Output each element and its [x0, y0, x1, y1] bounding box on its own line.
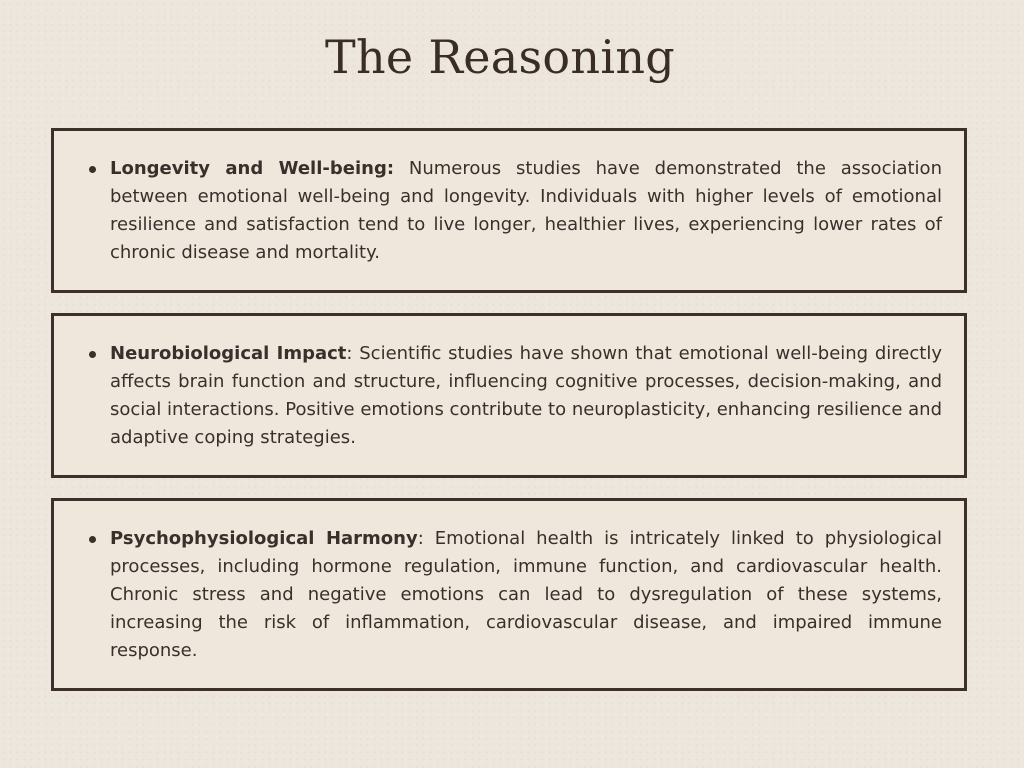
- bullet-term: Neurobiological Impact: [110, 342, 347, 364]
- bullet-term: Psychophysiological Harmony: [110, 527, 418, 549]
- bullet-icon: [89, 166, 96, 173]
- reason-card-psychophysiological: [51, 498, 967, 691]
- bullet-icon: [89, 536, 96, 543]
- bullet-icon: [89, 351, 96, 358]
- reason-card-neurobiological: [51, 313, 967, 478]
- bullet-item: [110, 340, 942, 452]
- bullet-item: [110, 525, 942, 665]
- bullet-term: Longevity and Well-being:: [110, 157, 395, 179]
- page-title: The Reasoning: [324, 30, 676, 84]
- reason-card-longevity: [51, 128, 967, 293]
- bullet-text: Numerous studies have demonstrated the association between emotional well-being and longevity. Individuals with higher levels of emotional resilience and satisfaction tend to live longer, healthier lives, experiencing lower rates of chronic disease and mortality.: [110, 157, 942, 263]
- bullet-text: : Scientific studies have shown that emotional well-being directly affects brain function and structure, influencing cognitive processes, decision-making, and social interactions. Positive emotions contribute to neuroplasticity, enhancing resilience and adaptive coping strategies.: [110, 342, 942, 448]
- bullet-item: [110, 155, 942, 267]
- bullet-text: : Emotional health is intricately linked to physiological processes, including hormone regulation, immune function, and cardiovascular health. Chronic stress and negative emotions can lead to dysregulation of these systems, increasing the risk of inflammation, cardiovascular disease, and impaired immune response.: [110, 527, 942, 661]
